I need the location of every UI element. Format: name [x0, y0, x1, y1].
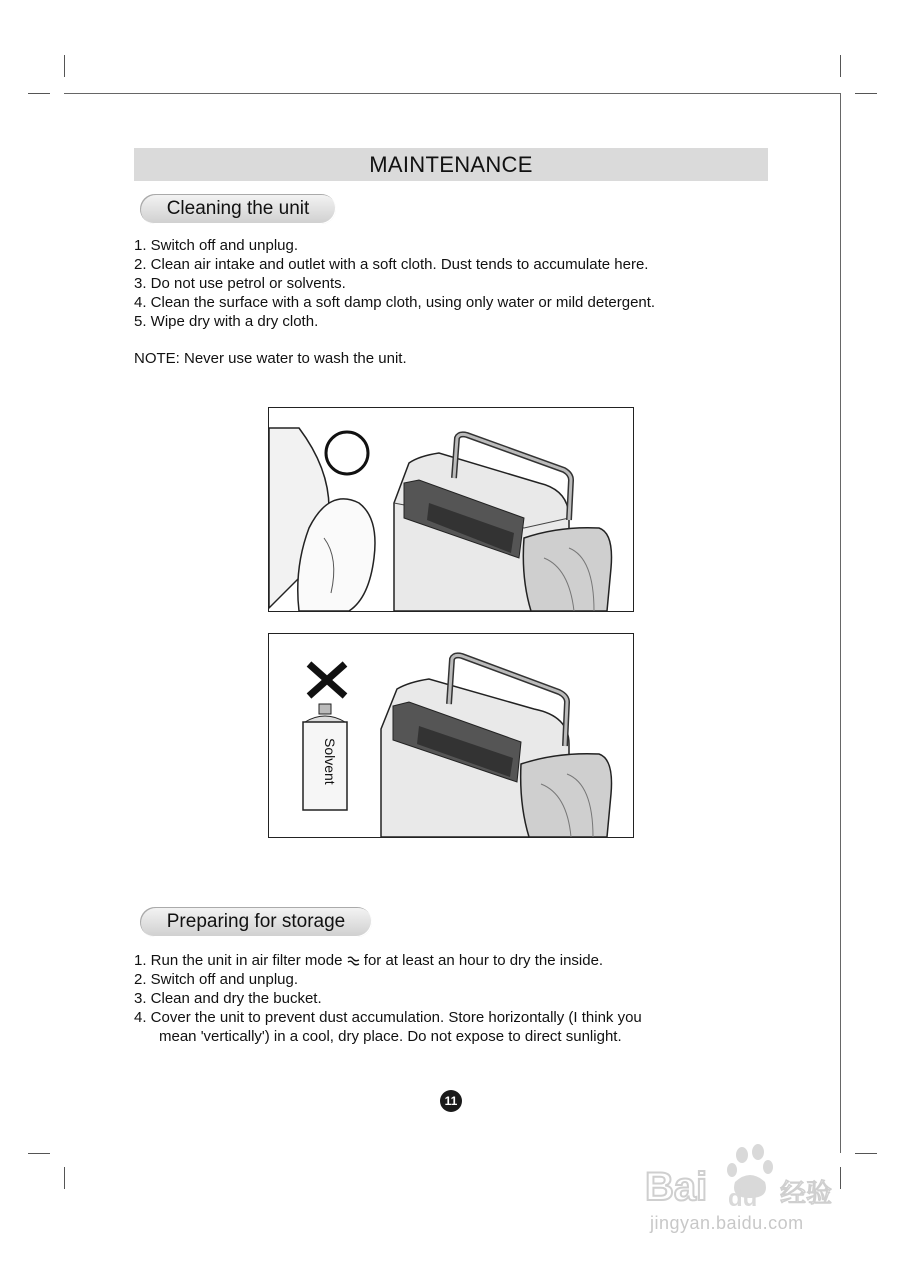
- storage-steps: [134, 951, 642, 1046]
- svg-text:Bai: Bai: [645, 1165, 708, 1209]
- solvent-label: Solvent: [322, 738, 338, 785]
- storage-step1-text-after: for at least an hour to dry the inside.: [359, 952, 604, 969]
- list-item: 4. Cover the unit to prevent dust accumulation. Store horizontally (I think you: [134, 1009, 642, 1026]
- dehumidifier-cloth-illustration: [269, 408, 633, 611]
- air-filter-mode-icon: [347, 956, 360, 967]
- page-number: 11: [440, 1090, 462, 1112]
- ok-circle-icon: [326, 432, 368, 474]
- section-heading-storage: [140, 907, 372, 937]
- section-heading-cleaning-label: Cleaning the unit: [166, 198, 310, 219]
- page-title: MAINTENANCE: [369, 151, 533, 177]
- frame-top-line: [64, 93, 840, 94]
- crop-mark: [64, 55, 65, 77]
- svg-text:经验: 经验: [780, 1179, 833, 1209]
- list-item: [134, 951, 642, 970]
- cleaning-note: NOTE: Never use water to wash the unit.: [134, 350, 407, 367]
- section-heading-cleaning: [140, 194, 336, 224]
- list-item: 4. Clean the surface with a soft damp cloth, using only water or mild detergent.: [134, 294, 656, 311]
- list-item: 1. Switch off and unplug.: [134, 237, 299, 254]
- crop-mark: [840, 55, 841, 77]
- storage-step1-text: 1. Run the unit in air filter mode: [134, 952, 343, 969]
- section-heading-storage-label: Preparing for storage: [166, 911, 346, 932]
- list-item: mean 'vertically') in a cool, dry place. Do not expose to direct sunlight.: [159, 1028, 622, 1045]
- figure-correct-cleaning: [268, 407, 634, 612]
- dehumidifier-solvent-illustration: [269, 634, 633, 837]
- list-item: 2. Switch off and unplug.: [134, 971, 299, 988]
- crop-mark: [855, 93, 877, 94]
- crop-mark: [64, 1167, 65, 1189]
- frame-right-line: [840, 93, 841, 1153]
- page-title-bar: [134, 148, 768, 181]
- watermark-url: jingyan.baidu.com: [650, 1213, 804, 1233]
- prohibited-x-icon: [309, 664, 345, 696]
- list-item: 3. Clean and dry the bucket.: [134, 990, 322, 1007]
- crop-mark: [855, 1153, 877, 1154]
- cleaning-steps: [134, 236, 655, 331]
- list-item: 3. Do not use petrol or solvents.: [134, 275, 346, 292]
- svg-text:du: du: [728, 1185, 758, 1212]
- crop-mark: [28, 93, 50, 94]
- list-item: 5. Wipe dry with a dry cloth.: [134, 313, 319, 330]
- list-item: 2. Clean air intake and outlet with a soft cloth. Dust tends to accumulate here.: [134, 256, 649, 273]
- figure-incorrect-solvent: [268, 633, 634, 838]
- crop-mark: [28, 1153, 50, 1154]
